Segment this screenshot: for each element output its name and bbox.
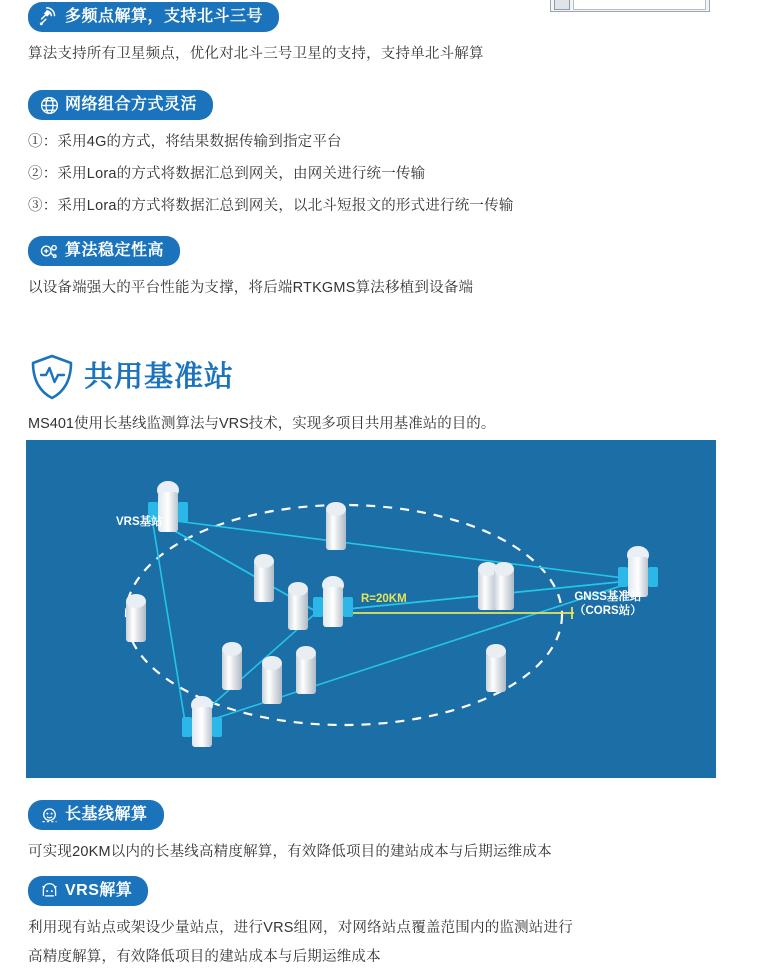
section-network-modes — [28, 90, 514, 218]
section-multi-frequency — [28, 2, 484, 65]
section-body-line: 以设备端强大的平台性能为支撑，将后端RTKGMS算法移植到设备端 — [28, 280, 474, 296]
section-body-line: 算法支持所有卫星频点，优化对北斗三号卫星的支持，支持单北斗解算 — [28, 46, 484, 62]
section-heading-pill — [28, 876, 148, 906]
figure-caption: MS401使用长基线监测算法与VRS技术，实现多项目共用基准站的目的。 — [28, 416, 496, 432]
figure-label-radius: R=20KM — [361, 593, 407, 605]
shared-base-station-figure — [26, 440, 716, 778]
section-long-baseline — [28, 800, 552, 863]
toolbar-text-field[interactable] — [573, 0, 706, 10]
figure-label-vrs-station: VRS基站 — [116, 516, 163, 528]
section-body-line: 利用现有站点或架设少量站点，进行VRS组网，对网络站点覆盖范围内的监测站进行 — [28, 919, 573, 936]
figure-label-gnss-station — [574, 590, 642, 619]
section-title: 网络组合方式灵活 — [65, 96, 198, 114]
satellite-signal-icon — [38, 6, 60, 28]
algorithm-gear-icon — [38, 240, 60, 262]
section-heading-pill — [28, 800, 164, 830]
section-heading-pill — [28, 2, 279, 32]
toolbar-icon-box[interactable] — [554, 0, 570, 10]
section-body-line: ②：采用Lora的方式将数据汇总到网关，由网关进行统一传输 — [28, 165, 426, 182]
section-body-line: 高精度解算，有效降低项目的建站成本与后期运维成本 — [28, 948, 381, 965]
big-section-title: 共用基准站 — [84, 360, 235, 393]
top-right-toolbar-fragment[interactable] — [550, 0, 710, 12]
globe-network-icon — [38, 94, 60, 116]
gnss-label-line2: （CORS站） — [574, 605, 642, 618]
section-body-line: 可实现20KM以内的长基线高精度解算，有效降低项目的建站成本与后期运维成本 — [28, 843, 552, 860]
baseline-icon — [38, 804, 60, 826]
section-title: 算法稳定性高 — [65, 242, 165, 260]
section-title: VRS解算 — [65, 882, 133, 900]
section-body-line: ③：采用Lora的方式将数据汇总到网关，以北斗短报文的形式进行统一传输 — [28, 198, 514, 215]
section-title: 多频点解算，支持北斗三号 — [65, 8, 264, 26]
vrs-icon — [38, 880, 60, 902]
gnss-label-line1: GNSS基准站 — [574, 591, 642, 603]
section-vrs-solution — [28, 876, 573, 968]
section-heading-pill — [28, 236, 180, 266]
section-algorithm-stability — [28, 236, 473, 299]
section-title: 长基线解算 — [65, 806, 148, 824]
section-body-line: ①：采用4G的方式，将结果数据传输到指定平台 — [28, 133, 342, 150]
section-heading-pill — [28, 90, 213, 120]
shield-wave-icon — [26, 352, 78, 402]
shared-base-station-heading — [26, 352, 234, 402]
